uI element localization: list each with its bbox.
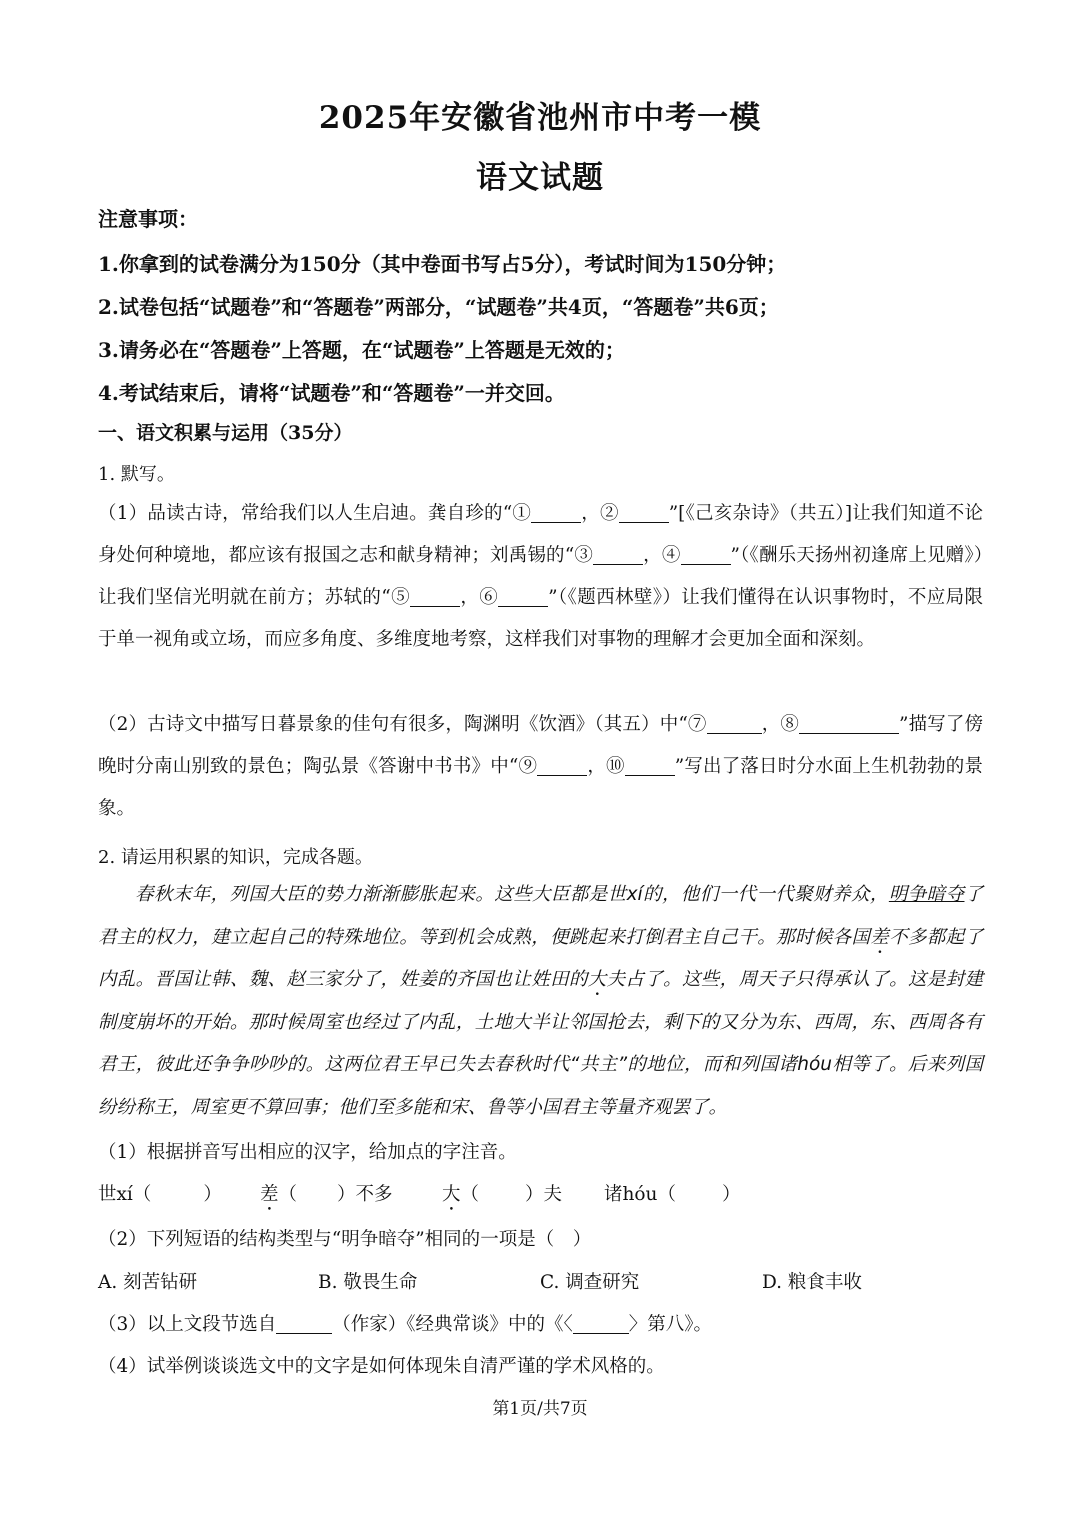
fill-item-shixi: 世xí（ ） [98,1184,222,1205]
answer-blank[interactable] [276,1311,332,1334]
fill-item-dai: 大（ ）夫 [442,1184,563,1205]
fill-item-hou: 诸hóu（ ） [604,1184,741,1205]
page-subtitle: 语文试题 [476,160,604,196]
reading-passage: 春秋末年，列国大臣的势力渐渐膨胀起来。这些大臣都是世xí的，他们一代一代聚财养众，明争暗夺了君主的权力，建立起自己的特殊地位。等到机会成熟，便跳起来打倒君主自己干。那时候各国差不多都起了内乱。晋国让韩、魏、赵三家分了，姓姜的齐国也让姓田的大夫占了。这些，周天子只得承认了。这是封建制度崩坏的开始。那时候周室也经过了内乱，土地大半让邻国抢去，剩下的又分为东、西周，东、西周各有君王，彼此还争争吵吵的。这两位君王早已失去春秋时代“共主”的地位，而和列国诸hóu相等了。后来列国纷纷称王，周室更不算回事；他们至多能和宋、鲁等小国君主等量齐观罢了。 [98,884,983,1118]
question-2-sub-1: （1）根据拼音写出相应的汉字，给加点的字注音。 [98,1142,517,1163]
notice-heading: 注意事项： [98,207,198,231]
notice-item-3: 3.请务必在“答题卷”上答题，在“试题卷”上答题是无效的； [98,338,625,362]
question-2-sub-2: （2）下列短语的结构类型与“明争暗夺”相同的一项是（ ） [98,1229,592,1250]
answer-blank[interactable] [619,500,669,523]
option-b[interactable]: B. 敬畏生命 [318,1272,418,1293]
answer-blank[interactable] [799,711,899,734]
fill-item-cha: 差（ ）不多 [260,1184,393,1205]
answer-blank[interactable] [498,584,548,607]
section-heading: 一、语文积累与运用（35分） [98,422,353,444]
notice-item-2: 2.试卷包括“试题卷”和“答题卷”两部分，“试题卷”共4页，“答题卷”共6页； [98,295,779,319]
answer-blank[interactable] [531,500,581,523]
answer-blank[interactable] [707,711,762,734]
answer-blank[interactable] [681,542,731,565]
question-2-sub-4: （4）试举例谈谈选文中的文字是如何体现朱自清严谨的学术风格的。 [98,1356,665,1377]
notice-item-4: 4.考试结束后，请将“试题卷”和“答题卷”一并交回。 [98,381,565,405]
underlined-phrase: 明争暗夺 [888,884,965,905]
page-title: 2025年安徽省池州市中考一模 [318,100,762,136]
dotted-char: 差 [870,926,890,948]
question-1-part-1: （1）品读古诗，常给我们以人生启迪。龚自珍的“① ，② ”[《己亥杂诗》（共五）]让我们知道不论身处何种境地，都应该有报国之志和献身精神；刘禹锡的“③ ，④ ”（《酬乐天扬州初逢席上见赠》）让我们坚信光明就在前方；苏轼的“⑤ ，⑥ ”（《题西林壁》）让我们懂得在认识事物时，不应局限于单一视角或立场，而应多角度、多维度地考察，这样我们对事物的理解才会更加全面和深刻。 [98,493,983,661]
answer-blank[interactable] [593,542,643,565]
answer-blank[interactable] [625,753,675,776]
option-d[interactable]: D. 粮食丰收 [762,1272,862,1293]
option-c[interactable]: C. 调查研究 [540,1272,640,1293]
question-1-label: 1. 默写。 [98,464,175,485]
answer-blank[interactable] [573,1311,629,1334]
option-a[interactable]: A. 刻苦钻研 [98,1272,198,1293]
answer-blank[interactable] [537,753,587,776]
notice-item-1: 1.你拿到的试卷满分为150分（其中卷面书写占5分），考试时间为150分钟； [98,252,787,276]
dotted-char: 大 [587,969,607,990]
question-2-label: 2. 请运用积累的知识，完成各题。 [98,847,373,868]
answer-blank[interactable] [410,584,460,607]
question-2-sub-3: （3）以上文段节选自 （作家）《经典常谈》中的《〈 〉第八》。 [98,1310,712,1336]
question-1-part-2: （2）古诗文中描写日暮景象的佳句有很多，陶渊明《饮酒》（其五）中“⑦ ，⑧ ”描写了傍晚时分南山别致的景色；陶弘景《答谢中书书》中“⑨ ，⑩ ”写出了落日时分水面上生机勃勃的景象。 [98,704,983,830]
page-footer: 第1页/共7页 [492,1399,588,1419]
